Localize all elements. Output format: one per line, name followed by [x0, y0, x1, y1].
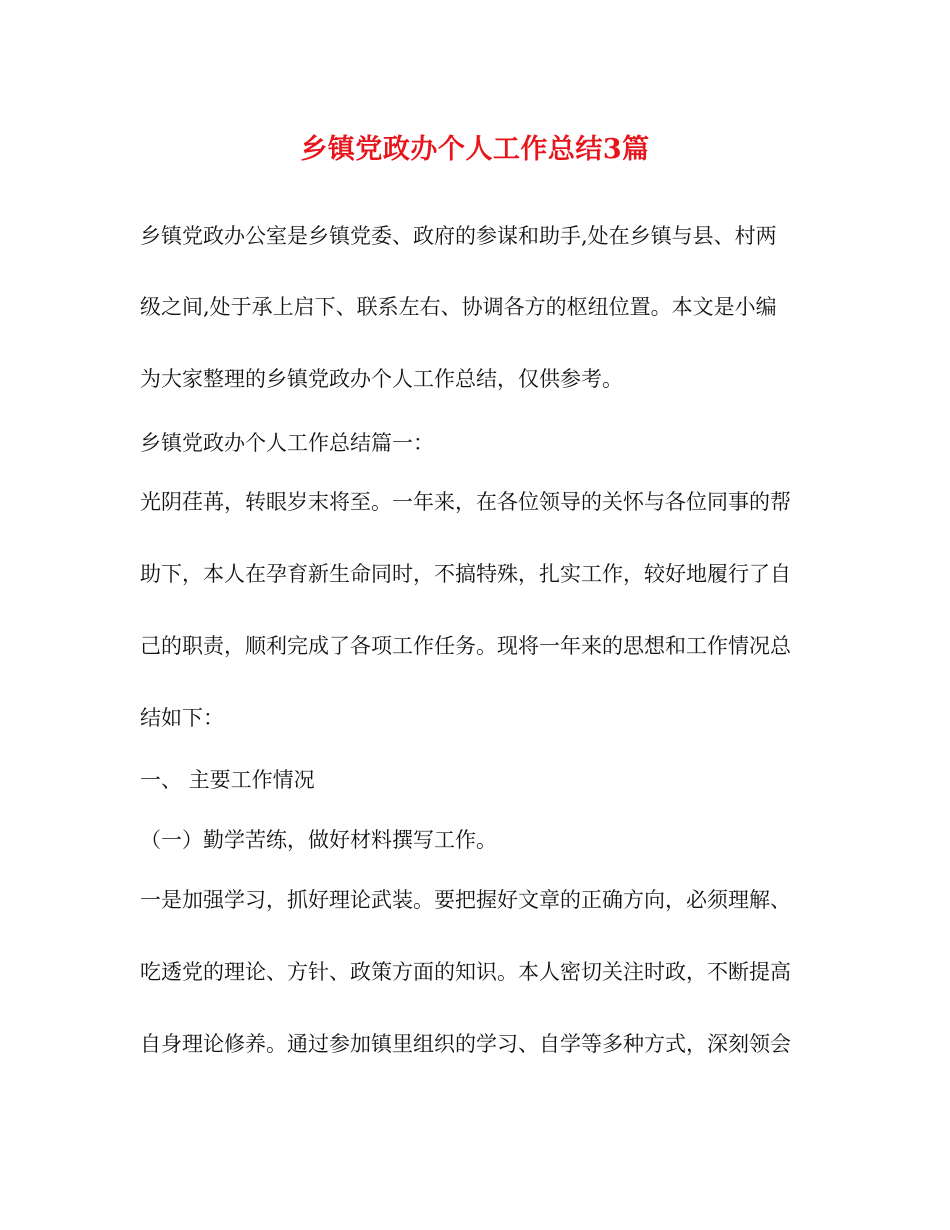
section-heading: 乡镇党政办个人工作总结篇一：	[140, 431, 434, 455]
paragraph-line: 助下，本人在孕育新生命同时，不搞特殊，扎实工作，较好地履行了自	[140, 562, 791, 586]
paragraph-line: 己的职责，顺利完成了各项工作任务。现将一年来的思想和工作情况总	[140, 634, 791, 658]
paragraph-line: 一是加强学习，抓好理论武装。要把握好文章的正确方向，必须理解、	[140, 888, 791, 912]
subsection-heading: （一）勤学苦练，做好材料撰写工作。	[140, 828, 497, 852]
paragraph-line: 吃透党的理论、方针、政策方面的知识。本人密切关注时政，不断提高	[140, 960, 791, 984]
paragraph-line: 自身理论修养。通过参加镇里组织的学习、自学等多种方式，深刻领会	[140, 1032, 791, 1056]
paragraph-line: 乡镇党政办公室是乡镇党委、政府的参谋和助手,处在乡镇与县、村两	[140, 224, 777, 248]
document-title: 乡镇党政办个人工作总结3篇	[300, 134, 650, 165]
paragraph-line: 光阴荏苒，转眼岁末将至。一年来，在各位领导的关怀与各位同事的帮	[140, 490, 791, 514]
paragraph-line: 级之间,处于承上启下、联系左右、协调各方的枢纽位置。本文是小编	[140, 295, 777, 319]
paragraph-line: 为大家整理的乡镇党政办个人工作总结，仅供参考。	[140, 367, 623, 391]
paragraph-line: 结如下：	[140, 706, 224, 730]
section-heading: 一、 主要工作情况	[140, 768, 315, 792]
